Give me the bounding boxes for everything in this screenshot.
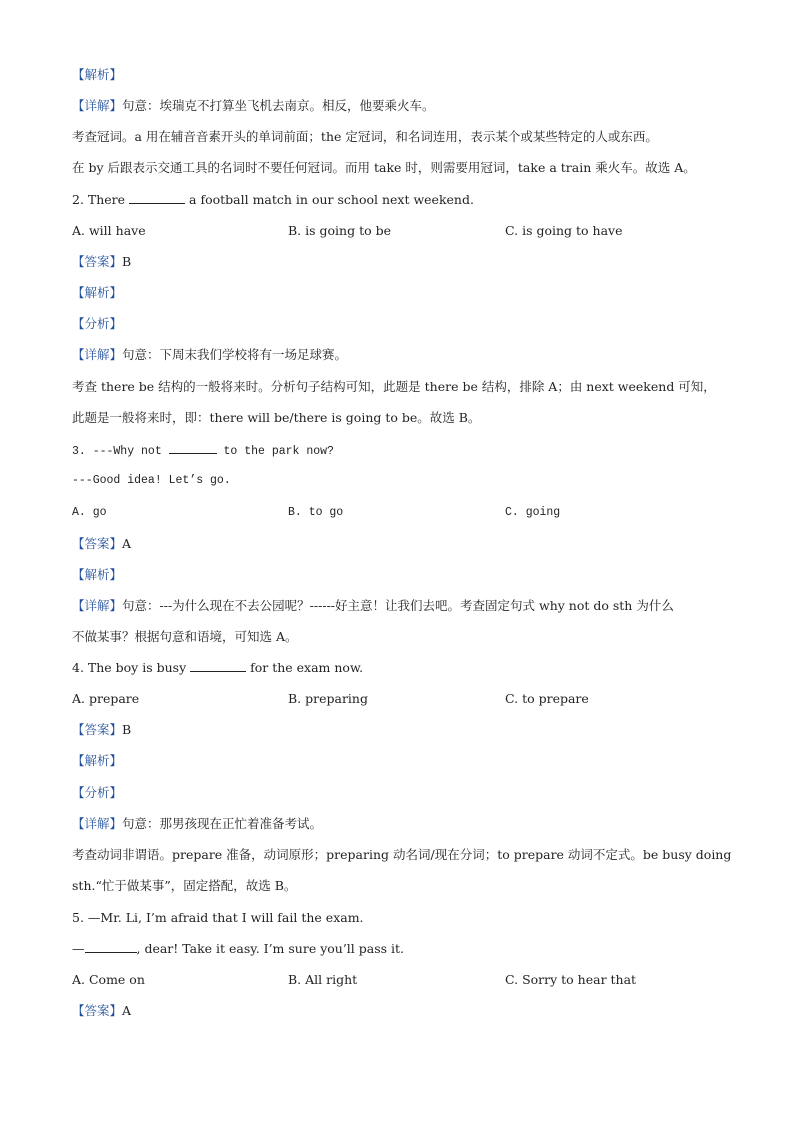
fenxi-tag: 【分析】 — [72, 785, 123, 800]
option-c: C. is going to have — [505, 223, 623, 238]
stem-text: 3. ---Why not — [72, 445, 162, 458]
stem-text: 2. There — [72, 192, 126, 207]
detail-line — [72, 97, 754, 115]
detail-line — [72, 815, 754, 833]
explanation-line: sth.“忙于做某事”，固定搭配，故选 B。 — [72, 878, 297, 893]
answer-tag: 【答案】 — [72, 1003, 123, 1018]
analysis-heading — [72, 752, 754, 770]
stem-text: , dear! Take it easy. I’m sure you’ll pass it. — [136, 941, 405, 956]
option-b: B. to go — [288, 506, 344, 519]
option-c: C. Sorry to hear that — [505, 972, 637, 987]
explanation-line: 考查冠词。a 用在辅音音素开头的单词前面；the 定冠词，和名词连用，表示某个或某些特定的人或东西。 — [72, 129, 658, 144]
option-c: C. going — [505, 506, 561, 519]
explanation-line: 在 by 后跟表示交通工具的名词时不要任何冠词。而用 take 时，则需要用冠词，take a train 乘火车。故选 A。 — [72, 160, 696, 175]
answer-blank — [85, 940, 137, 953]
detail-tag: 【详解】 — [72, 598, 123, 613]
answer-line — [72, 1002, 754, 1020]
answer-tag: 【答案】 — [72, 722, 123, 737]
detail-tag: 【详解】 — [72, 98, 123, 113]
answer-tag: 【答案】 — [72, 536, 123, 551]
detail-text: 句意：埃瑞克不打算坐飞机去南京。相反，他要乘火车。 — [122, 98, 435, 113]
option-a: A. go — [72, 506, 107, 519]
stem-text: to the park now? — [223, 445, 334, 458]
question-3-stem — [72, 441, 754, 461]
analysis-tag: 【解析】 — [72, 67, 123, 82]
analysis-tag: 【解析】 — [72, 753, 123, 768]
answer-blank — [190, 659, 246, 672]
analysis-heading — [72, 284, 754, 302]
fenxi-heading — [72, 315, 754, 333]
option-a: A. Come on — [72, 972, 145, 987]
question-3-reply: ---Good idea! Let’s go. — [72, 474, 231, 487]
detail-text: 句意：---为什么现在不去公园呢？------好主意！让我们去吧。考查固定句式 why not do sth 为什么 — [122, 598, 674, 613]
answer-tag: 【答案】 — [72, 254, 123, 269]
explanation-line: 此题是一般将来时，即：there will be/there is going to be。故选 B。 — [72, 410, 481, 425]
answer-line — [72, 535, 754, 553]
answer-blank — [129, 191, 185, 204]
explanation-line: 考查动词非谓语。prepare 准备，动词原形；preparing 动名词/现在分词；to prepare 动词不定式。be busy doing — [72, 847, 732, 862]
option-b: B. is going to be — [288, 223, 391, 238]
answer-value: B — [122, 254, 132, 269]
detail-text: 句意：那男孩现在正忙着准备考试。 — [122, 816, 323, 831]
fenxi-tag: 【分析】 — [72, 316, 123, 331]
question-4-stem — [72, 659, 754, 677]
detail-line — [72, 346, 754, 364]
analysis-tag: 【解析】 — [72, 285, 123, 300]
question-2-stem — [72, 191, 754, 209]
option-b: B. All right — [288, 972, 358, 987]
detail-line — [72, 597, 754, 615]
detail-tag: 【详解】 — [72, 347, 123, 362]
answer-value: A — [122, 1003, 132, 1018]
detail-tag: 【详解】 — [72, 816, 123, 831]
stem-text: a football match in our school next weekend. — [189, 192, 474, 207]
question-5-reply — [72, 940, 754, 958]
explanation-line: 不做某事？根据句意和语境，可知选 A。 — [72, 629, 298, 644]
answer-value: B — [122, 722, 132, 737]
answer-blank — [169, 441, 217, 454]
answer-line — [72, 253, 754, 271]
stem-text: 4. The boy is busy — [72, 660, 187, 675]
analysis-heading — [72, 566, 754, 584]
option-a: A. prepare — [72, 691, 140, 706]
option-c: C. to prepare — [505, 691, 589, 706]
fenxi-heading — [72, 784, 754, 802]
analysis-heading — [72, 66, 754, 84]
stem-text: for the exam now. — [250, 660, 364, 675]
stem-text: — — [72, 941, 85, 956]
detail-text: 句意：下周末我们学校将有一场足球赛。 — [122, 347, 348, 362]
question-5-stem: 5. —Mr. Li, I’m afraid that I will fail the exam. — [72, 910, 364, 925]
option-b: B. preparing — [288, 691, 368, 706]
option-a: A. will have — [72, 223, 146, 238]
answer-value: A — [122, 536, 132, 551]
analysis-tag: 【解析】 — [72, 567, 123, 582]
answer-line — [72, 721, 754, 739]
explanation-line: 考查 there be 结构的一般将来时。分析句子结构可知，此题是 there be 结构，排除 A；由 next weekend 可知， — [72, 379, 716, 394]
